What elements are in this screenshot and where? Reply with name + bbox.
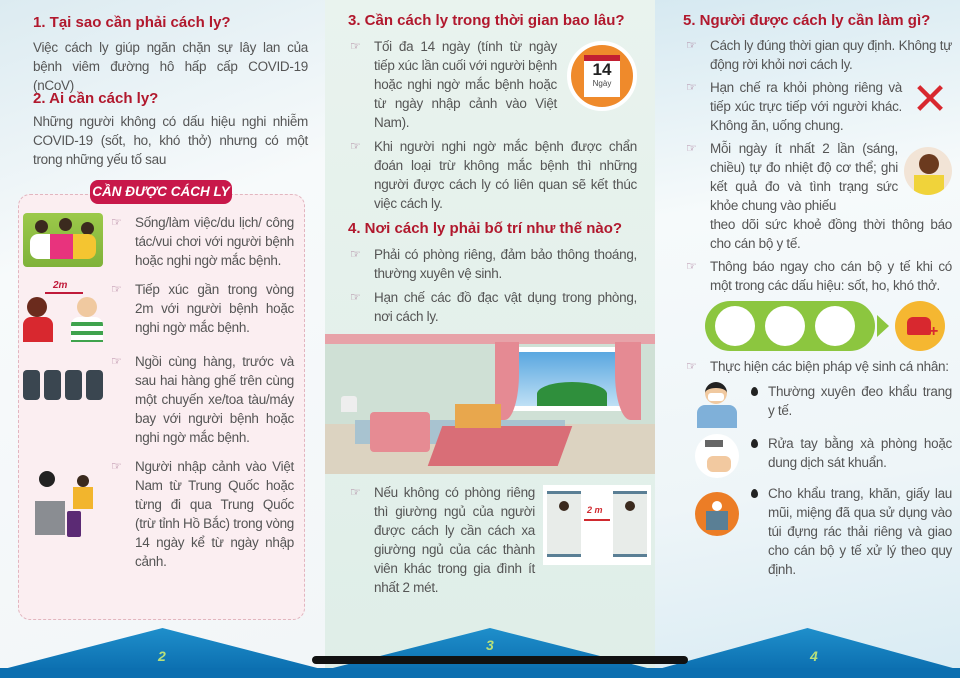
q4-item-3: Nếu không có phòng riêng thì giường ngủ của người được cách ly cần cách xa giường ngủ của các thành viên khác trong gia đình ít nhất 2 mét.: [374, 485, 535, 595]
q3-row-1: [325, 37, 655, 132]
q5-item-5: Thực hiện các biện pháp vệ sinh cá nhân:: [710, 359, 949, 374]
pointing-hand-icon: ☞: [686, 259, 697, 273]
hygiene-item-2: Rửa tay bằng xà phòng hoặc dung dịch sát khuẩn.: [768, 436, 952, 470]
q3-heading: 3. Cần cách ly trong thời gian bao lâu?: [348, 12, 625, 29]
q3-item-1: Tối đa 14 ngày (tính từ ngày tiếp xúc lần cuối với người bệnh hoặc nghi ngờ mắc bệnh hoặc từ ngày nhập cảnh vào Việt Nam).: [374, 39, 557, 130]
bed-distance-diagram: [543, 485, 651, 565]
close-contact-illustration: [23, 280, 103, 342]
fever-icon: [765, 306, 805, 346]
pointing-hand-icon: ☞: [350, 139, 361, 153]
page-4-content: [655, 10, 960, 579]
pointing-hand-icon: ☞: [350, 247, 361, 261]
room-illustration: [325, 334, 655, 474]
page-3-panel: [325, 0, 655, 678]
immigration-illustration: [23, 471, 103, 539]
q4-row-1: [325, 245, 655, 283]
symptoms-area: [655, 301, 960, 351]
cough-icon: [715, 306, 755, 346]
criteria-item-3: Ngồi cùng hàng, trước và sau hai hàng ghế trên cùng một chuyến xe/toa tàu/máy bay với người bệnh hoặc nghi ngờ mắc bệnh.: [135, 354, 294, 445]
page-4-panel: [655, 0, 960, 678]
pointing-hand-icon: ☞: [111, 354, 122, 368]
hygiene-item-1: Thường xuyên đeo khẩu trang y tế.: [768, 384, 952, 418]
hygiene-row-3: [655, 482, 960, 579]
q5-row-4: [655, 257, 960, 295]
calendar-icon: [567, 41, 637, 111]
friends-illustration: [23, 213, 103, 267]
bus-seats-illustration: [23, 366, 103, 404]
phone-icon: +: [895, 301, 945, 351]
criteria-item-1: Sống/làm việc/du lịch/ công tác/vui chơi với người bệnh hoặc nghi ngờ mắc bệnh.: [135, 215, 294, 268]
q5-row-5: [655, 357, 960, 376]
drop-bullet-icon: [751, 439, 758, 448]
q5-row-1: [655, 36, 960, 74]
q1-text: Việc cách ly giúp ngăn chặn sự lây lan của bệnh viêm đường hô hấp cấp COVID-19 (nCoV): [33, 40, 308, 93]
pointing-hand-icon: ☞: [686, 80, 697, 94]
criteria-row-4: [23, 457, 294, 571]
no-eating-together-icon: ✕: [911, 75, 949, 124]
footer-bar: [325, 668, 655, 678]
footer-triangle: [655, 628, 960, 670]
q5-item-4: Thông báo ngay cho cán bộ y tế khi có một trong các dấu hiệu: sốt, ho, khó thở.: [710, 259, 952, 293]
drop-bullet-icon: [751, 489, 758, 498]
pointing-hand-icon: ☞: [111, 459, 122, 473]
pointing-hand-icon: ☞: [111, 282, 122, 296]
hygiene-row-1: [655, 380, 960, 428]
q5-item-3: Mỗi ngày ít nhất 2 lần (sáng, chiều) tự đo nhiệt độ cơ thể; ghi kết quả đo và tình trạng sức khỏe chung vào phiếu: [710, 141, 898, 213]
drop-bullet-icon: [751, 387, 758, 396]
calendar-unit: Ngày: [592, 79, 612, 88]
q3-item-2: Khi người nghi ngờ mắc bệnh được chẩn đoán loại trừ không mắc bệnh thì những người được cách ly có liên quan sẽ kết thúc việc cách ly.: [374, 139, 637, 211]
criteria-row-3: [23, 352, 294, 447]
q5-item-2: Hạn chế ra khỏi phòng riêng và tiếp xúc trực tiếp với người khác. Không ăn, uống chung.: [710, 80, 902, 133]
bed-distance-label: 2 m: [587, 505, 603, 515]
arrow-icon: [877, 315, 889, 337]
q4-row-2: [325, 288, 655, 326]
pointing-hand-icon: ☞: [350, 485, 361, 499]
q5-item-3-cont: theo dõi sức khoẻ đồng thời thông báo cho cán bộ y tế.: [710, 217, 952, 251]
hygiene-item-3: Cho khẩu trang, khăn, giấy lau mũi, miệng đã qua sử dụng vào túi đựng rác thải riêng và giao cho cán bộ y tế xử lý theo quy định.: [768, 486, 952, 577]
pointing-hand-icon: ☞: [350, 39, 361, 53]
q4-item-2: Hạn chế các đồ đạc vật dụng trong phòng, nơi cách ly.: [374, 290, 637, 324]
q5-row-2: [655, 75, 960, 135]
criteria-box: [18, 194, 305, 620]
q1-heading: 1. Tại sao cần phải cách ly?: [33, 14, 231, 31]
pointing-hand-icon: ☞: [111, 215, 122, 229]
q3-row-2: [325, 137, 655, 213]
criteria-item-4: Người nhập cảnh vào Việt Nam từ Trung Quốc hoặc từng đi qua Trung Quốc (trừ tỉnh Hồ Bắc) trong vòng 14 ngày kể từ ngày nhập cảnh.: [135, 459, 294, 569]
pointing-hand-icon: ☞: [350, 290, 361, 304]
distance-label: 2m: [53, 280, 68, 291]
page-number: 3: [486, 637, 494, 653]
face-mask-illustration: [695, 382, 739, 428]
footer-bar: [655, 668, 960, 678]
q4-item-1: Phải có phòng riêng, đảm bảo thông thoáng, thường xuyên vệ sinh.: [374, 247, 637, 281]
q4-row-3: [325, 479, 655, 597]
pointing-hand-icon: ☞: [686, 141, 697, 155]
page-3-content: [325, 10, 655, 597]
criteria-row-2: [23, 280, 294, 342]
hygiene-row-2: [655, 432, 960, 478]
q5-item-1: Cách ly đúng thời gian quy định. Không tự động rời khỏi nơi cách ly.: [710, 38, 952, 72]
criteria-row-1: [23, 213, 294, 270]
breathing-difficulty-icon: [815, 306, 855, 346]
page-number: 2: [158, 648, 166, 664]
q2-text: Những người không có dấu hiệu nghi nhiễm COVID-19 (sốt, ho, khó thở) nhưng có một trong những yếu tố sau: [33, 114, 308, 167]
page-2-panel: [0, 0, 325, 678]
thermometer-illustration: [904, 147, 952, 195]
handwashing-illustration: [695, 434, 739, 478]
trash-disposal-illustration: [695, 492, 739, 536]
q5-row-3: [655, 139, 960, 215]
page-number: 4: [810, 648, 818, 664]
q4-heading: 4. Nơi cách ly phải bố trí như thế nào?: [348, 220, 623, 237]
symptoms-banner: [705, 301, 875, 351]
q5-heading: 5. Người được cách ly cần làm gì?: [683, 12, 931, 29]
horizontal-scrollbar[interactable]: [312, 656, 688, 664]
criteria-item-2: Tiếp xúc gần trong vòng 2m với người bệnh hoặc nghi ngờ mắc bệnh.: [135, 282, 294, 335]
q2-heading: 2. Ai cần cách ly?: [33, 90, 159, 107]
calendar-number: 14: [592, 60, 612, 79]
pointing-hand-icon: ☞: [686, 38, 697, 52]
criteria-badge: CẦN ĐƯỢC CÁCH LY: [90, 180, 232, 204]
footer-bar: [0, 668, 325, 678]
pointing-hand-icon: ☞: [686, 359, 697, 373]
